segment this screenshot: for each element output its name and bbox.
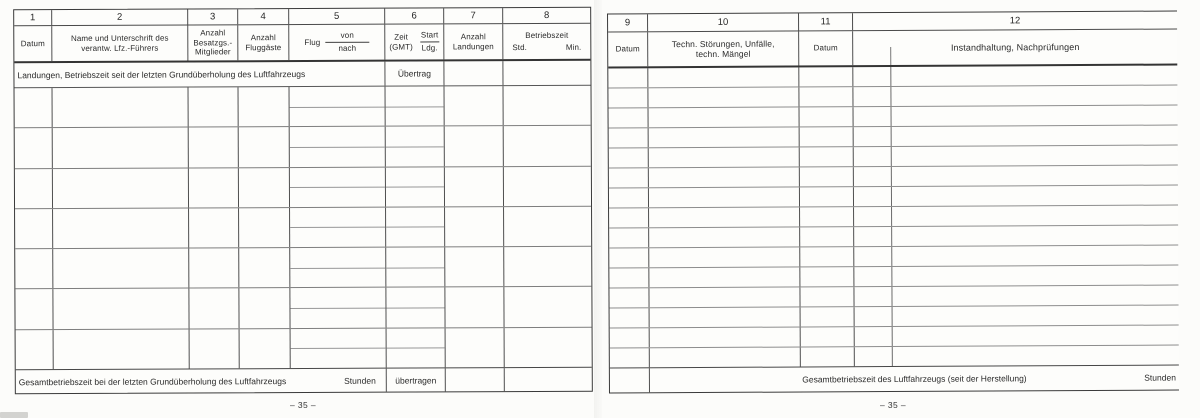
- maintenance-entry-cell: [649, 167, 800, 187]
- maintenance-entry-cell: [649, 187, 800, 207]
- flight-entry-cell: [189, 208, 239, 247]
- sub-column-divider: [891, 207, 892, 226]
- flight-entry-cell: [290, 127, 386, 167]
- flight-entry-cell: [53, 208, 189, 248]
- maintenance-entry-cell: [650, 307, 801, 327]
- std-label: Std.: [512, 42, 527, 52]
- flight-entry-cell: [15, 289, 53, 328]
- flight-entry-cell: [445, 167, 504, 207]
- flight-entry-cell: [189, 289, 239, 328]
- maintenance-entry-cell: [609, 128, 649, 147]
- sub-column-divider: [892, 327, 893, 346]
- column-number: 6: [385, 8, 444, 23]
- maintenance-entry-cell: [608, 88, 648, 107]
- maintenance-entry-cell: [800, 207, 854, 226]
- maintenance-entry-cell: [650, 327, 801, 347]
- sub-column-divider: [891, 287, 892, 306]
- maintenance-entry-cell: [853, 86, 1177, 107]
- maintenance-entry-cell: [854, 246, 1178, 267]
- maintenance-entry-cell: [609, 168, 649, 187]
- flight-entry-cell: [189, 87, 239, 126]
- flight-entry-cell: [445, 207, 504, 247]
- flight-entry-cell: [54, 329, 190, 369]
- half-row-divider: [387, 348, 445, 349]
- flight-entry-cell: [386, 288, 445, 328]
- maintenance-entry-cell: [610, 308, 650, 327]
- header-datum-11: Datum: [799, 31, 853, 65]
- flight-entry-cell: [53, 168, 189, 208]
- half-row-divider: [386, 106, 444, 107]
- maintenance-entry-cell: [800, 267, 854, 286]
- right-page-number: – 35 –: [879, 400, 907, 410]
- maintenance-entry-cell: [650, 347, 801, 367]
- maintenance-entry-cell: [799, 67, 853, 86]
- maintenance-entry-cell: [649, 247, 800, 267]
- flight-entry-cell: [290, 248, 386, 288]
- flight-entry-cell: [386, 167, 445, 207]
- maintenance-entry-cell: [649, 207, 800, 227]
- maintenance-entry-cell: [800, 187, 854, 206]
- flight-entry-cell: [53, 128, 189, 168]
- footer-operating-time-cell: [505, 368, 592, 391]
- column-number: 7: [444, 8, 503, 23]
- stunden-label: Stunden: [344, 375, 376, 386]
- maintenance-entry-cell: [854, 126, 1178, 147]
- start-label: Start: [420, 30, 439, 42]
- sub-column-divider: [890, 87, 891, 106]
- flight-entry-cell: [504, 86, 591, 126]
- column-number: 2: [52, 9, 188, 25]
- column-number: 11: [799, 13, 853, 30]
- footer-datum-cell: [610, 368, 650, 392]
- flight-entry-cell: [240, 329, 291, 369]
- half-row-divider: [386, 227, 444, 228]
- maintenance-entry-cell: [800, 247, 854, 266]
- maintenance-entry-cell: [801, 327, 855, 346]
- flight-entry-cell: [290, 167, 386, 207]
- maintenance-entry-cell: [609, 148, 649, 167]
- flight-entry-cell: [53, 249, 189, 289]
- maintenance-log-table: [607, 11, 1179, 394]
- maintenance-entry-cell: [854, 146, 1178, 167]
- flight-entry-cell: [15, 169, 53, 208]
- maintenance-entry-cell: [649, 227, 800, 247]
- flight-entry-cell: [239, 208, 290, 248]
- column-number: 9: [608, 14, 648, 31]
- von-label: von: [325, 31, 369, 43]
- maintenance-entry-cell: [853, 66, 1177, 87]
- header-maintenance: Instandhaltung, Nachprüfungen: [853, 30, 1177, 66]
- flight-entry-cell: [386, 207, 445, 247]
- flight-entry-row: [15, 247, 591, 290]
- page-gutter-shadow: [594, 0, 602, 418]
- flight-log-header-row: [14, 24, 590, 64]
- maintenance-entry-cell: [854, 286, 1178, 307]
- left-footer-row: [16, 367, 592, 394]
- maintenance-entry-cell: [800, 287, 854, 306]
- maintenance-entry-cell: [854, 266, 1178, 287]
- maintenance-entry-cell: [800, 147, 854, 166]
- flight-log-table: [13, 7, 593, 395]
- column-number: 4: [238, 9, 289, 24]
- flight-entry-cell: [445, 247, 504, 287]
- left-footer-label: Gesamtbetriebszeit bei der letzten Grundüberholung des Luftfahrzeugs: [18, 375, 287, 387]
- flight-entry-cell: [53, 289, 189, 329]
- header-crew-count: Anzahl Besatzgs.- Mitglieder: [188, 25, 238, 60]
- flight-entry-cell: [386, 127, 445, 167]
- half-row-divider: [290, 267, 385, 268]
- flight-entry-cell: [291, 328, 387, 368]
- sub-column-divider: [891, 267, 892, 286]
- header-flight-from-to: Flug $\frac{\text{von}}{\text{nach}}$: [289, 25, 385, 60]
- flight-entry-cell: [445, 126, 504, 166]
- half-row-divider: [386, 146, 444, 147]
- left-page-number: – 35 –: [289, 400, 317, 410]
- header-landing-count: Anzahl Landungen: [444, 24, 503, 59]
- uebertragen-cell: übertragen: [387, 368, 446, 391]
- maintenance-entry-cell: [648, 67, 799, 87]
- maintenance-entry-cell: [855, 326, 1179, 347]
- flight-entry-cell: [445, 288, 504, 328]
- maintenance-entry-cell: [854, 166, 1178, 187]
- maintenance-entry-cell: [649, 127, 800, 147]
- half-row-divider: [386, 267, 444, 268]
- half-row-divider: [386, 187, 444, 188]
- maintenance-entry-row: [610, 346, 1179, 368]
- sub-column-divider: [890, 67, 891, 86]
- maintenance-entry-cell: [855, 346, 1179, 367]
- sub-column-divider: [891, 247, 892, 266]
- sub-column-divider: [891, 127, 892, 146]
- flight-entry-cell: [387, 328, 446, 368]
- maintenance-entry-cell: [609, 228, 649, 247]
- flight-entry-row: [16, 327, 592, 369]
- maintenance-body: [608, 66, 1179, 368]
- flight-entry-cell: [445, 86, 504, 126]
- maintenance-entry-cell: [800, 107, 854, 126]
- maintenance-entry-cell: [801, 307, 855, 326]
- column-number: 12: [1009, 15, 1021, 27]
- half-row-divider: [290, 187, 385, 188]
- maintenance-entry-cell: [649, 267, 800, 287]
- maintenance-entry-cell: [854, 206, 1178, 227]
- uebertrag-cell: Übertrag: [385, 61, 444, 85]
- flight-entry-cell: [505, 327, 592, 367]
- half-row-divider: [290, 308, 385, 309]
- sub-column-divider: [891, 167, 892, 186]
- flight-entry-row: [15, 126, 591, 169]
- flight-entry-cell: [15, 209, 53, 248]
- flight-entry-cell: [16, 330, 54, 369]
- ldg-label: Ldg.: [421, 43, 438, 53]
- flight-entry-cell: [504, 287, 591, 327]
- flight-entry-cell: [15, 88, 53, 127]
- maintenance-entry-cell: [855, 306, 1179, 327]
- half-row-divider: [386, 307, 444, 308]
- flight-entry-cell: [504, 247, 591, 287]
- header-defects: Techn. Störungen, Unfälle, techn. Mängel: [648, 31, 799, 66]
- maintenance-entry-cell: [609, 108, 649, 127]
- maintenance-entry-cell: [854, 226, 1178, 247]
- maintenance-entry-cell: [854, 186, 1178, 207]
- maintenance-entry-cell: [854, 106, 1178, 127]
- maintenance-entry-cell: [649, 107, 800, 127]
- flight-entry-cell: [290, 207, 386, 247]
- flight-entry-cell: [190, 329, 240, 368]
- sub-column-divider: [892, 307, 893, 326]
- flight-entry-cell: [189, 128, 239, 167]
- header-passenger-count: Anzahl Fluggäste: [238, 25, 289, 60]
- flight-entry-row: [15, 287, 591, 330]
- maintenance-entry-cell: [609, 248, 649, 267]
- half-row-divider: [290, 106, 385, 107]
- maintenance-entry-cell: [649, 147, 800, 167]
- flight-entry-cell: [504, 126, 591, 166]
- maintenance-entry-cell: [609, 188, 649, 207]
- carry-operating-time-cell: [503, 61, 590, 85]
- flight-entry-row: [15, 86, 591, 129]
- flight-entry-row: [15, 166, 591, 209]
- left-log-body: [15, 86, 592, 370]
- flight-entry-cell: [189, 168, 239, 207]
- half-row-divider: [291, 348, 386, 349]
- maintenance-header-row: [608, 30, 1177, 69]
- maintenance-entry-cell: [609, 208, 649, 227]
- flight-entry-cell: [189, 248, 239, 287]
- flight-entry-cell: [504, 166, 591, 206]
- maintenance-entry-cell: [800, 167, 854, 186]
- flight-entry-cell: [53, 87, 189, 127]
- sub-column-divider: [891, 107, 892, 126]
- column-number: 5: [289, 9, 385, 24]
- header-operating-time: Betriebszeit Std. Min.: [512, 30, 582, 52]
- footer-landings-cell: [446, 368, 505, 391]
- column-number: 1: [14, 10, 52, 25]
- sub-column-divider: [891, 187, 892, 206]
- maintenance-entry-cell: [800, 127, 854, 146]
- nach-label: nach: [338, 43, 357, 53]
- right-footer-label: Gesamtbetriebszeit des Luftfahrzeugs (seit der Herstellung): [802, 373, 1027, 385]
- maintenance-entry-cell: [649, 287, 800, 307]
- column-number: 3: [188, 9, 238, 24]
- right-footer-row: [610, 365, 1179, 393]
- header-datum: Datum: [14, 26, 52, 61]
- flight-entry-cell: [386, 248, 445, 288]
- flight-entry-cell: [239, 87, 290, 127]
- header-time-gmt: Zeit (GMT) Start Ldg.: [385, 24, 444, 59]
- column-number: 8: [544, 9, 550, 21]
- flight-entry-cell: [386, 86, 445, 126]
- header-datum-9: Datum: [608, 32, 648, 66]
- maintenance-entry-cell: [609, 288, 649, 307]
- maintenance-entry-cell: [799, 87, 853, 106]
- maintenance-entry-cell: [610, 328, 650, 347]
- maintenance-entry-cell: [608, 68, 648, 87]
- carry-over-label: Landungen, Betriebszeit seit der letzten Grundüberholung des Luftfahrzeugs: [14, 62, 385, 88]
- flight-entry-cell: [239, 248, 290, 288]
- flight-entry-cell: [239, 127, 290, 167]
- sub-column-divider: [891, 147, 892, 166]
- stunden-label: Stunden: [1144, 372, 1176, 383]
- flight-entry-cell: [504, 207, 591, 247]
- flight-entry-cell: [239, 288, 290, 328]
- flight-entry-cell: [239, 168, 290, 208]
- flight-entry-cell: [290, 87, 386, 127]
- maintenance-entry-cell: [648, 87, 799, 107]
- carry-over-row: [14, 61, 590, 89]
- flight-entry-cell: [15, 249, 53, 288]
- column-number: 10: [648, 13, 799, 31]
- half-row-divider: [290, 227, 385, 228]
- sub-column-divider: [891, 227, 892, 246]
- maintenance-entry-cell: [609, 268, 649, 287]
- flight-entry-cell: [290, 288, 386, 328]
- min-label: Min.: [565, 42, 582, 52]
- sub-column-divider-stub: [890, 47, 891, 65]
- scan-edge-artifact: [0, 412, 28, 418]
- flight-entry-row: [15, 207, 591, 250]
- sub-column-divider: [892, 347, 893, 366]
- maintenance-entry-cell: [801, 347, 855, 366]
- maintenance-entry-cell: [800, 227, 854, 246]
- flight-entry-cell: [15, 128, 53, 167]
- header-pilot-name: Name und Unterschrift des verantw. Lfz.-Führers: [52, 25, 188, 61]
- half-row-divider: [290, 147, 385, 148]
- maintenance-entry-cell: [610, 348, 650, 367]
- flight-entry-cell: [446, 328, 505, 368]
- carry-landings-cell: [444, 61, 503, 85]
